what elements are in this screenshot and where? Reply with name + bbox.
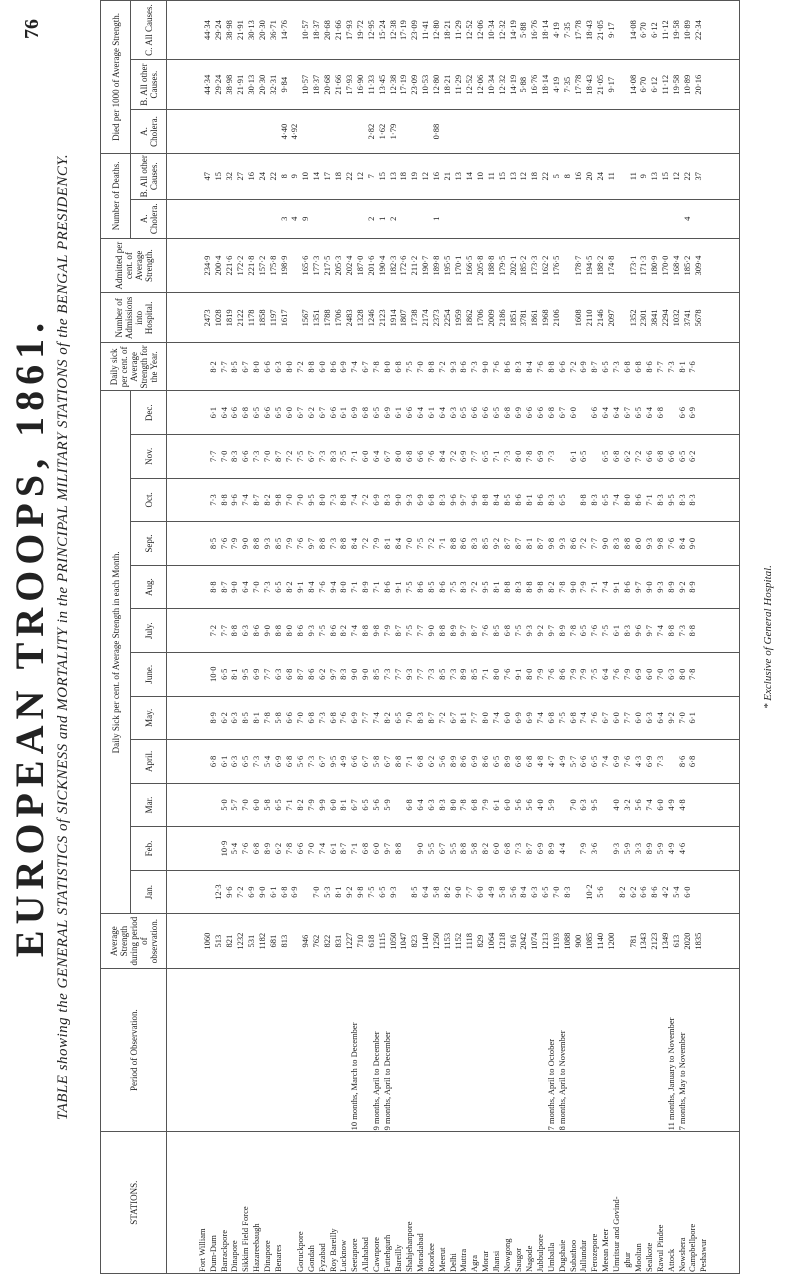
header-ratio-cholera: A. Cholera.	[131, 110, 167, 154]
month-may-column: 8·9 6·2 6·3 8·5 8·1 7·8 5·8 6·6 7·0 6·8 7·3 6·8 7·6 6·9 7·7 7·4 8·2 6·5 7·0 8·3 8·7 7·2 6·7 8·1 7·7 8·0 7·4 6·0 6·9 6·9 7·4 6·8 7·5 6·8 7·4 7·6 6·7 6·0 7·7 6·0 6·3 6·4 9·2 7·0 6·1	[167, 696, 740, 740]
header-month-feb: Feb.	[131, 827, 167, 871]
daily-sick-year-column: 8·2 7·7 8·5 6·7 8·0 6·6 6·3 8·0 7·2 8·8 6·0 8·6 6·9 7·4 6·7 7·8 8·0 6·8 7·5 7·0 8·8 7·2 9·3 8·6 7·3 9·0 7·6 8·6 8·3 8·4 7·6 8·8 6·6 7·2 6·9 8·7 6·5 7·3 6·8 6·8 8·6 7·7 7·3 8·1 7·6	[167, 343, 740, 391]
header-daily-sick-year: Daily sick per cent. of Average Strength for the Year.	[101, 343, 167, 391]
month-jul-column: 7·2 7·7 8·8 6·3 8·6 9·0 8·8 8·0 8·6 9·3 7·5 8·6 8·2 7·4 8·8 9·8 7·9 8·7 7·5 7·7 9·0 8·8 8·9 9·7 8·7 7·6 8·5 6·8 7·5 9·3 9·2 9·7 8·9 7·8 6·5 7·6 7·5 6·1 8·3 9·6 9·7 7·4 8·8 7·3 8·8	[167, 609, 740, 653]
header-strength: Average Strength during period of observation.	[101, 914, 167, 968]
month-apr-column: 6·8 6·1 6·3 6·5 7·3 5·4 6·9 6·8 5·6 7·3 6·7 9·5 4·9 6·6 6·7 5·8 6·7 8·8 7·1 6·8 6·2 5·6 8·9 8·6 6·9 8·6 6·5 8·9 6·8 6·8 4·8 4·7 4·9 5·7 6·6 6·5 7·4 6·9 7·6 4·3 6·9 7·3 8·6 6·8	[167, 740, 740, 784]
month-oct-column: 7·3 8·8 9·6 7·4 8·7 8·2 9·8 7·0 7·0 9·5 8·0 7·3 8·8 7·4 7·2 6·9 8·3 9·0 9·3 6·9 6·8 8·3 9·6 9·7 9·6 8·8 8·4 8·5 8·6 8·1 8·6 8·3 6·5 8·8 8·3 6·5 7·4 8·0 8·6 7·1 8·3 9·5 8·3 8·3	[167, 478, 740, 522]
page-title: EUROPEAN TROOPS, 1861.	[7, 316, 52, 958]
header-ratio-all: C. All Causes.	[131, 1, 167, 60]
footnote	[748, 0, 788, 1274]
page-heading	[4, 0, 74, 1274]
strength-column: 1060 513 821 1232 531 1182 681 813 946 762 822 831 1227 710 618 1115 1050 1047 823 1140 1250 1153 1152 1118 829 1064 1218 916 2042 1074 1213 1193 1088 900 1085 1140 1200 781 1343 2123 1349 613 2020 1835	[167, 914, 740, 968]
page-subtitle: TABLE showing the GENERAL STATISTICS of SICKNESS and MORTALITY in the PRINCIPAL MILITARY STATIONS of the BENGAL PRESIDENCY.	[55, 153, 71, 1121]
month-jun-column: 10·0 6·5 8·1 9·5 6·9 7·7 6·3 6·8 8·7 8·6 6·2 9·7 8·3 9·0 9·0 8·5 7·3 7·7 9·3 7·7 7·3 8·5 7·3 8·9 8·5 7·1 8·0 7·6 9·1 8·0 7·9 7·6 8·6 7·9 7·9 7·5 6·4 7·6 7·9 6·9 6·0 7·0 6·3 8·0 7·8	[167, 652, 740, 696]
header-period: Period of Observation.	[101, 968, 167, 1131]
header-month-dec: Dec.	[131, 391, 167, 435]
header-ratio-other: B. All other Causes.	[131, 60, 167, 110]
header-month-apr: April.	[131, 740, 167, 784]
period-column: 10 months, March to December 9 months, April to December 9 months, April to December 7 months, April to October 8 months, April to November 11 months, January to November 7 months, May to November	[167, 968, 740, 1131]
admitted-pct-column: 234·9 200·4 221·6 172·2 221·8 157·2 175·8 198·9 165·6 177·3 217·5 205·3 202·4 187·0 201·6 190·4 182·3 172·6 211·2 190·7 189·8 195·5 170·1 166·5 205·8 188·8 179·5 202·1 185·2 173·3 162·2 176·5 178·7 194·5 188·2 174·8 173·1 171·3 180·9 170·0 168·4 185·2 309·4	[167, 238, 740, 292]
header-deaths-group: Number of Deaths.	[101, 153, 131, 238]
header-stations: STATIONS.	[101, 1132, 167, 1274]
header-month-oct: Oct.	[131, 478, 167, 522]
month-mar-column: 5·0 5·7 7·0 6·0 5·8 6·5 7·1 8·2 7·9 9·9 6·0 8·1 6·7 6·5 5·6 5·9 6·8 6·4 6·3 8·3 8·0 7·8 6·8 7·9 6·1 6·0 5·6 5·6 4·0 5·9 7·0 6·3 9·5 4·0 3·2 5·6 7·4 6·0 4·9 4·8	[167, 783, 740, 827]
page-number: 76	[21, 19, 43, 39]
header-deaths-other: B. All other Causes.	[131, 153, 167, 199]
header-month-jul: July.	[131, 609, 167, 653]
header-admitted-pct: Admitted per cent. of Average Strength.	[101, 238, 167, 292]
deaths-cholera-column: 3 4 9 2 1 2 1 4	[167, 199, 740, 238]
month-jan-column: 12·3 9·6 7·2 6·9 9·0 6·1 6·8 6·9 7·0 5·3 8·1 9·2 9·8 7·5 6·5 9·3 8·5 6·4 5·8 8·2 9·0 7·7 6·0 4·9 5·8 5·6 8·4 6·3 6·5 7·0 8·3 10·2 5·6 8·2 6·2 6·6 8·6 4·2 5·4 6·0	[167, 870, 740, 914]
statistics-table	[100, 0, 740, 1274]
header-month-aug: Aug.	[131, 565, 167, 609]
footnote-text: * Exclusive of General Hospital.	[762, 565, 774, 709]
header-month-may: May.	[131, 696, 167, 740]
month-nov-column: 7·7 7·0 8·3 6·6 7·3 7·0 8·7 7·2 7·5 6·7 7·3 8·3 7·5 7·1 6·0 6·4 6·7 8·0 6·8 6·6 7·6 8·4 7·2 6·9 7·7 6·5 7·1 7·3 8·0 7·8 6·9 7·3 6·1 6·5 6·5 6·8 6·2 7·2 6·6 6·8 6·6 6·5 6·2	[167, 435, 740, 479]
header-month-nov: Nov.	[131, 435, 167, 479]
ratio-all-column: 44·34 29·24 38·98 21·91 30·13 20·30 36·71 14·76 10·57 18·37 20·68 21·66 17·93 19·72 12·95 15·24 12·38 17·19 23·09 11·41 12·80 18·21 11·29 12·52 12·06 10·34 12·32 14·19 5·88 16·76 18·14 4·19 7·35 17·78 18·43 21·05 9·17 14·08 6·70 6·12 11·12 19·58 10·89 22·34	[167, 1, 740, 60]
header-ratio-group: Died per 1000 of Average Strength.	[101, 1, 131, 154]
month-feb-column: 10·9 5·4 7·6 6·8 8·9 6·2 7·8 6·6 7·0 7·4 6·1 8·7 7·1 6·8 6·0 9·7 8·8 9·0 5·5 6·7 5·5 8·8 5·8 8·2 6·0 6·8 7·3 8·7 6·9 8·9 4·4 7·9 3·6 9·3 5·9 3·3 8·9 5·9 4·9 4·6	[167, 827, 740, 871]
deaths-other-column: 47 15 32 27 16 24 22 8 9 10 14 17 18 22 12 7 15 13 18 19 12 16 21 13 14 10 11 15 13 12 18 22 5 8 16 20 24 11 11 9 13 15 12 22 37	[167, 153, 740, 199]
header-month-jun: June.	[131, 652, 167, 696]
statistics-table-wrapper	[100, 0, 740, 1274]
header-month-sep: Sept.	[131, 522, 167, 566]
month-sep-column: 8·5 7·6 7·9 9·0 8·8 9·3 8·5 7·9 7·6 9·7 8·8 7·3 8·8 8·4 7·2 7·9 8·1 8·4 7·0 7·5 7·2 7·1 8·8 8·6 8·3 8·5 9·2 8·7 8·7 8·1 8·7 9·8 9·3 8·6 7·2 7·7 9·0 8·3 8·8 8·0 9·3 9·8 7·6 8·4 9·0	[167, 522, 740, 566]
month-aug-column: 8·8 8·7 9·0 6·4 7·0 7·3 6·5 8·2 9·1 8·4 7·6 9·4 8·0 7·1 8·9 7·1 8·6 9·1 7·5 8·6 8·5 8·6 7·5 8·3 7·2 9·5 8·1 8·8 8·3 8·8 9·8 8·2 7·8 9·0 7·9 7·1 7·4 9·1 8·6 9·7 9·0 9·3 8·9 9·2 8·9	[167, 565, 740, 609]
month-dec-column: 6·1 6·4 6·6 6·8 6·5 6·6 6·5 6·0 6·7 6·2 6·7 6·6 6·1 6·9 6·8 6·5 6·9 6·1 6·6 6·4 6·1 6·4 6·3 6·5 6·6 6·6 6·5 6·8 6·9 6·6 6·6 6·8 6·7 6·0 6·6 6·4 6·4 6·7 6·5 6·4 6·8 6·6 6·9	[167, 391, 740, 435]
header-month-jan: Jan.	[131, 870, 167, 914]
header-deaths-cholera: A. Cholera.	[131, 199, 167, 238]
ratio-other-column: 44·34 29·24 38·98 21·91 30·13 20·30 32·31 9·84 10·57 18·37 20·68 21·66 17·93 16·90 11·33 13·45 12·38 17·19 23·09 10·53 12·80 18·21 11·29 12·52 12·06 10·34 12·32 14·19 5·88 16·76 18·14 4·19 7·35 17·78 18·43 21·05 9·17 14·08 6·70 6·12 11·12 19·58 10·89 20·16	[167, 60, 740, 110]
admissions-column: 2473 1028 1819 2122 1178 1858 1197 1617 1567 1351 1788 1706 2483 1328 1246 2123 1914 1807 1738 2174 2373 2254 1959 1862 1706 2009 2186 1851 3781 1861 1968 2106 1608 2110 2146 2097 1352 2301 3841 2294 1032 3741 5678	[167, 293, 740, 343]
header-admissions: Number of Admissions into Hospital.	[101, 293, 167, 343]
stations-column: Fort William Dum-Dum Barrackpore Dinapore Sikkim Field Force Hazareebaugh Dinapore Benares Goruckpore Gondah Fyzabad Roy Bareilly Lucknow Seetapore Allahabad Cawnpore Futtehgurh Bareilly Shahjehanpore Moradabad Roorkee Meerut Delhi Muttra Agra Morar Jhansi Nowgong Saugor Nagode Jubbulpore Umballa Dugshaie Subathoo Jullundur Ferozepore Meean Meer Umritsur and Govind- ghur Mooltan Sealkote Rawul Pindee Attock Nowshera Campbellpore Peshawur	[167, 1132, 740, 1274]
ratio-cholera-column: 4·40 4·92 2·82 1·62 1·79 0·88	[167, 110, 740, 154]
header-monthly-group: Daily Sick per cent. of Average Strength in each Month.	[101, 391, 131, 914]
header-month-mar: Mar.	[131, 783, 167, 827]
